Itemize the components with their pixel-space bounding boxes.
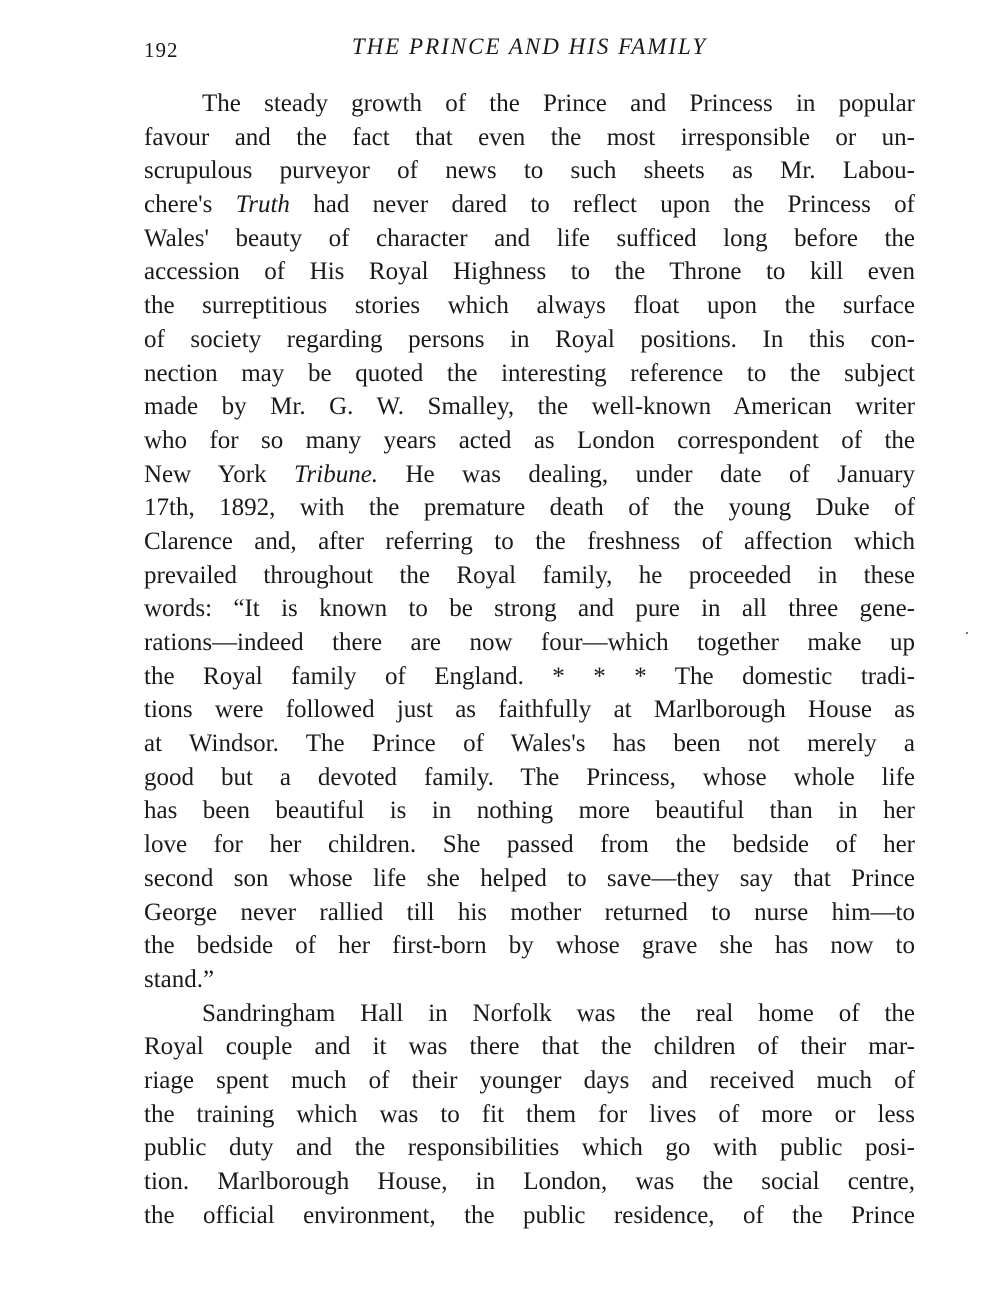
text-line: tion. Marlborough House, in London, was the social centre, — [144, 1168, 915, 1195]
text-line: favour and the fact that even the most irresponsible or un- — [144, 123, 915, 151]
running-head — [144, 34, 915, 66]
text-line: at Windsor. The Prince of Wales's has been not merely a — [144, 730, 915, 758]
text-line: has been beautiful is in nothing more beautiful than in her — [144, 797, 915, 825]
paragraph-2 — [144, 997, 915, 1233]
text-line: public duty and the responsibilities which go with public posi- — [144, 1134, 915, 1162]
text-line: tions were followed just as faithfully at Marlborough House as — [144, 696, 915, 724]
page-number: 192 — [144, 38, 179, 62]
text-line: Clarence and, after referring to the freshness of affection which — [144, 527, 915, 555]
text-line: riage spent much of their younger days and received much of — [144, 1066, 915, 1094]
text-line: made by Mr. G. W. Smalley, the well-known American writer — [144, 393, 915, 421]
text-line: The steady growth of the Prince and Princess in popular — [202, 90, 915, 117]
text-line: accession of His Royal Highness to the Throne to kill even — [144, 258, 915, 286]
text-line: the official environment, the public residence, of the Prince — [144, 1201, 915, 1229]
text-line: New York Tribune. He was dealing, under date of January — [144, 460, 915, 488]
text-line: love for her children. She passed from the bedside of her — [144, 831, 915, 859]
text-line: the surreptitious stories which always float upon the surface — [144, 292, 915, 320]
paragraph-1 — [144, 87, 915, 997]
text-line: Royal couple and it was there that the children of their mar- — [144, 1033, 915, 1061]
scan-speck — [966, 632, 968, 634]
text-line: 17th, 1892, with the premature death of the young Duke of — [144, 494, 915, 522]
text-line: of society regarding persons in Royal positions. In this con- — [144, 325, 915, 353]
text-line: nection may be quoted the interesting reference to the subject — [144, 359, 915, 387]
text-line: Sandringham Hall in Norfolk was the real home of the — [202, 999, 915, 1027]
running-title: THE PRINCE AND HIS FAMILY — [351, 34, 708, 59]
body-text — [144, 87, 915, 1232]
text-line: stand.” — [144, 965, 215, 993]
text-line: the Royal family of England. * * * The domestic tradi- — [144, 662, 915, 690]
text-line: the bedside of her first-born by whose grave she has now to — [144, 932, 915, 960]
text-line: who for so many years acted as London correspondent of the — [144, 426, 915, 454]
text-line: words: “It is known to be strong and pure in all three gene- — [144, 595, 915, 623]
text-line: chere's Truth had never dared to reflect upon the Princess of — [144, 191, 915, 219]
text-line: George never rallied till his mother returned to nurse him—to — [144, 898, 915, 926]
text-line: the training which was to fit them for lives of more or less — [144, 1100, 915, 1128]
text-line: second son whose life she helped to save—they say that Prince — [144, 864, 915, 892]
text-line: Wales' beauty of character and life sufficed long before the — [144, 224, 915, 252]
text-line: scrupulous purveyor of news to such sheets as Mr. Labou- — [144, 157, 915, 185]
text-line: good but a devoted family. The Princess, whose whole life — [144, 763, 915, 791]
text-line: prevailed throughout the Royal family, he proceeded in these — [144, 561, 915, 589]
text-line: rations—indeed there are now four—which together make up — [144, 629, 915, 656]
